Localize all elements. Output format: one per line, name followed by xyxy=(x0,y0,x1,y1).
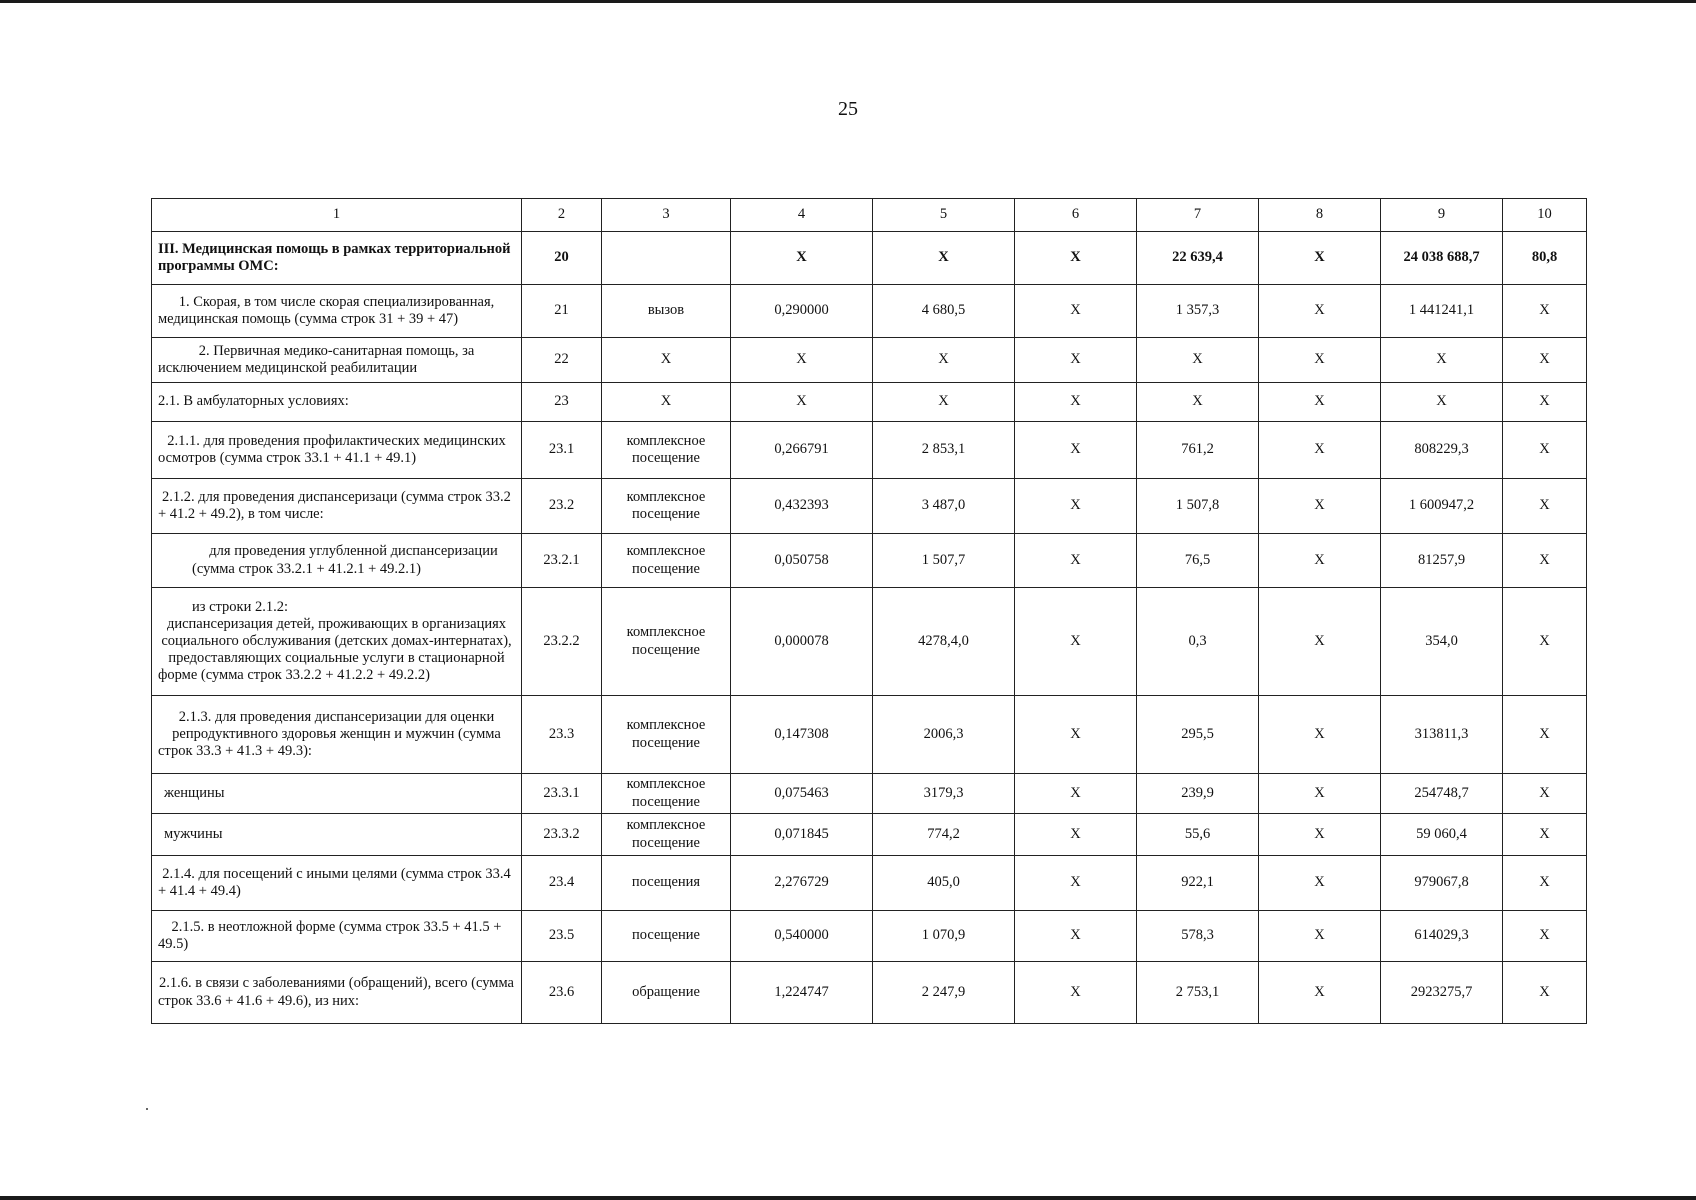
row-cell: 922,1 xyxy=(1137,856,1259,911)
row-unit: посещение xyxy=(602,911,731,962)
row-cell: 2,276729 xyxy=(731,856,873,911)
row-cell: 979067,8 xyxy=(1381,856,1503,911)
page-number: 25 xyxy=(838,98,858,120)
row-name: 2. Первичная медико-санитарная помощь, за исключением медицинской реабилитации xyxy=(152,338,522,383)
row-cell: 614029,3 xyxy=(1381,911,1503,962)
row-cell: 0,540000 xyxy=(731,911,873,962)
row-cell: X xyxy=(1259,814,1381,856)
row-cell: 0,000078 xyxy=(731,588,873,696)
row-cell: X xyxy=(1015,338,1137,383)
row-cell: 0,432393 xyxy=(731,479,873,534)
row-cell: X xyxy=(1503,814,1587,856)
row-cell: X xyxy=(1259,422,1381,479)
row-cell: X xyxy=(1503,588,1587,696)
row-cell: 2 853,1 xyxy=(873,422,1015,479)
row-unit: комплексное посещение xyxy=(602,422,731,479)
header-cell: 3 xyxy=(602,199,731,232)
row-cell: X xyxy=(873,383,1015,422)
row-cell: 1 441241,1 xyxy=(1381,285,1503,338)
row-cell: X xyxy=(1015,911,1137,962)
row-name: 2.1. В амбулаторных условиях: xyxy=(152,383,522,422)
row-unit: X xyxy=(602,383,731,422)
table-row xyxy=(152,338,1587,383)
row-cell: X xyxy=(731,338,873,383)
row-name: 1. Скорая, в том числе скорая специализированная, медицинская помощь (сумма строк 31 + 39 + 47) xyxy=(152,285,522,338)
header-cell: 10 xyxy=(1503,199,1587,232)
row-cell: X xyxy=(1015,285,1137,338)
header-cell: 1 xyxy=(152,199,522,232)
row-unit: комплексное посещение xyxy=(602,696,731,774)
row-cell: X xyxy=(1015,479,1137,534)
row-cell: 76,5 xyxy=(1137,534,1259,588)
row-cell: X xyxy=(1503,696,1587,774)
row-unit: обращение xyxy=(602,962,731,1024)
row-cell: 2006,3 xyxy=(873,696,1015,774)
row-cell: 3179,3 xyxy=(873,774,1015,814)
scan-top-border xyxy=(0,0,1696,3)
row-cell: 774,2 xyxy=(873,814,1015,856)
row-cell: X xyxy=(1503,911,1587,962)
table-row xyxy=(152,479,1587,534)
row-unit: комплексное посещение xyxy=(602,479,731,534)
row-code: 23.3 xyxy=(522,696,602,774)
row-code: 20 xyxy=(522,232,602,285)
row-cell: X xyxy=(1015,814,1137,856)
row-cell: 405,0 xyxy=(873,856,1015,911)
data-table xyxy=(151,198,1587,1024)
row-cell: X xyxy=(1503,534,1587,588)
row-cell: X xyxy=(1503,285,1587,338)
row-cell: X xyxy=(1503,856,1587,911)
row-cell: X xyxy=(1015,696,1137,774)
row-cell: 4 680,5 xyxy=(873,285,1015,338)
row-cell: 59 060,4 xyxy=(1381,814,1503,856)
row-cell: 808229,3 xyxy=(1381,422,1503,479)
row-name: 2.1.3. для проведения диспансеризации для оценки репродуктивного здоровья женщин и мужчин (сумма строк 33.3 + 41.3 + 49.3): xyxy=(152,696,522,774)
table-row xyxy=(152,232,1587,285)
row-cell: X xyxy=(1137,383,1259,422)
row-cell: X xyxy=(1015,962,1137,1024)
row-unit xyxy=(602,232,731,285)
row-cell: 1 507,8 xyxy=(1137,479,1259,534)
row-code: 22 xyxy=(522,338,602,383)
row-cell: 1 357,3 xyxy=(1137,285,1259,338)
row-name-prefix: из строки 2.1.2: xyxy=(192,598,289,615)
row-unit: посещения xyxy=(602,856,731,911)
row-code: 23.3.2 xyxy=(522,814,602,856)
scan-speck xyxy=(146,1108,148,1110)
row-cell: X xyxy=(1503,383,1587,422)
row-unit: комплексное посещение xyxy=(602,774,731,814)
header-cell: 2 xyxy=(522,199,602,232)
row-cell: X xyxy=(1259,338,1381,383)
row-code: 23.2.2 xyxy=(522,588,602,696)
row-cell: 0,3 xyxy=(1137,588,1259,696)
row-cell: 2 753,1 xyxy=(1137,962,1259,1024)
row-cell: 1 070,9 xyxy=(873,911,1015,962)
row-cell: X xyxy=(1503,422,1587,479)
header-cell: 5 xyxy=(873,199,1015,232)
table-row xyxy=(152,422,1587,479)
row-code: 23.3.1 xyxy=(522,774,602,814)
row-cell: 254748,7 xyxy=(1381,774,1503,814)
row-name: 2.1.2. для проведения диспансеризаци (сумма строк 33.2 + 41.2 + 49.2), в том числе: xyxy=(152,479,522,534)
table-row xyxy=(152,285,1587,338)
row-cell: 2 247,9 xyxy=(873,962,1015,1024)
row-cell: X xyxy=(1259,534,1381,588)
table-row xyxy=(152,383,1587,422)
row-cell: X xyxy=(1259,383,1381,422)
row-cell: 313811,3 xyxy=(1381,696,1503,774)
row-cell: X xyxy=(1015,774,1137,814)
row-cell: X xyxy=(1015,383,1137,422)
table-row xyxy=(152,774,1587,814)
row-cell: 80,8 xyxy=(1503,232,1587,285)
row-cell: 3 487,0 xyxy=(873,479,1015,534)
row-cell: X xyxy=(1259,285,1381,338)
row-cell: 22 639,4 xyxy=(1137,232,1259,285)
row-cell: 295,5 xyxy=(1137,696,1259,774)
row-cell: X xyxy=(1259,588,1381,696)
row-cell: 578,3 xyxy=(1137,911,1259,962)
row-cell: 0,290000 xyxy=(731,285,873,338)
row-code: 23 xyxy=(522,383,602,422)
row-cell: 239,9 xyxy=(1137,774,1259,814)
row-cell: 55,6 xyxy=(1137,814,1259,856)
row-cell: X xyxy=(873,232,1015,285)
row-code: 21 xyxy=(522,285,602,338)
row-cell: X xyxy=(1259,911,1381,962)
row-code: 23.2.1 xyxy=(522,534,602,588)
row-name: для проведения углубленной диспансеризации (сумма строк 33.2.1 + 41.2.1 + 49.2.1) xyxy=(152,534,522,588)
row-cell: 1 507,7 xyxy=(873,534,1015,588)
table-row xyxy=(152,962,1587,1024)
row-code: 23.5 xyxy=(522,911,602,962)
table-row xyxy=(152,856,1587,911)
header-cell: 4 xyxy=(731,199,873,232)
row-cell: 81257,9 xyxy=(1381,534,1503,588)
row-cell: 1 600947,2 xyxy=(1381,479,1503,534)
row-name: 2.1.6. в связи с заболеваниями (обращений), всего (сумма строк 33.6 + 41.6 + 49.6), из них: xyxy=(152,962,522,1024)
row-cell: X xyxy=(1503,338,1587,383)
row-cell: X xyxy=(1015,232,1137,285)
row-cell: 2923275,7 xyxy=(1381,962,1503,1024)
row-unit: комплексное посещение xyxy=(602,534,731,588)
row-cell: X xyxy=(1503,774,1587,814)
row-cell: X xyxy=(1259,232,1381,285)
row-cell: X xyxy=(1015,534,1137,588)
row-code: 23.6 xyxy=(522,962,602,1024)
row-cell: X xyxy=(1137,338,1259,383)
row-name: мужчины xyxy=(152,814,522,856)
table-row xyxy=(152,814,1587,856)
row-cell: X xyxy=(731,383,873,422)
row-cell: X xyxy=(1015,422,1137,479)
row-cell: 761,2 xyxy=(1137,422,1259,479)
row-cell: 0,075463 xyxy=(731,774,873,814)
row-cell: 4278,4,0 xyxy=(873,588,1015,696)
row-cell: X xyxy=(1259,696,1381,774)
row-cell: X xyxy=(1381,383,1503,422)
row-code: 23.2 xyxy=(522,479,602,534)
row-name: 2.1.4. для посещений с иными целями (сумма строк 33.4 + 41.4 + 49.4) xyxy=(152,856,522,911)
scan-bottom-border xyxy=(0,1196,1696,1200)
table-row xyxy=(152,534,1587,588)
row-cell: X xyxy=(1503,479,1587,534)
row-cell: X xyxy=(1259,479,1381,534)
row-name: 2.1.1. для проведения профилактических медицинских осмотров (сумма строк 33.1 + 41.1 + 49.1) xyxy=(152,422,522,479)
row-name: 2.1.5. в неотложной форме (сумма строк 33.5 + 41.5 + 49.5) xyxy=(152,911,522,962)
row-cell: 0,071845 xyxy=(731,814,873,856)
header-cell: 7 xyxy=(1137,199,1259,232)
row-name: III. Медицинская помощь в рамках территориальной программы ОМС: xyxy=(152,232,522,285)
table-row xyxy=(152,588,1587,696)
row-unit: комплексное посещение xyxy=(602,814,731,856)
table-row xyxy=(152,696,1587,774)
row-name: диспансеризация детей, проживающих в организациях социального обслуживания (детских домах-интернатах), предоставляющих социальные услуги в стационарной форме (сумма строк 33.2.2 + 41.2.2 + 49.2.2) xyxy=(158,615,512,684)
row-name: женщины xyxy=(152,774,522,814)
row-cell: 0,147308 xyxy=(731,696,873,774)
row-cell: X xyxy=(1015,856,1137,911)
row-cell: X xyxy=(1503,962,1587,1024)
row-cell: 0,266791 xyxy=(731,422,873,479)
row-cell: 0,050758 xyxy=(731,534,873,588)
header-cell: 8 xyxy=(1259,199,1381,232)
row-unit: комплексное посещение xyxy=(602,588,731,696)
row-cell: 24 038 688,7 xyxy=(1381,232,1503,285)
row-name-cell xyxy=(152,588,522,696)
header-cell: 6 xyxy=(1015,199,1137,232)
row-unit: X xyxy=(602,338,731,383)
row-cell: 354,0 xyxy=(1381,588,1503,696)
row-cell: X xyxy=(1381,338,1503,383)
row-cell: X xyxy=(873,338,1015,383)
row-cell: X xyxy=(731,232,873,285)
row-cell: X xyxy=(1259,774,1381,814)
row-code: 23.4 xyxy=(522,856,602,911)
row-unit: вызов xyxy=(602,285,731,338)
row-cell: 1,224747 xyxy=(731,962,873,1024)
header-cell: 9 xyxy=(1381,199,1503,232)
row-cell: X xyxy=(1259,962,1381,1024)
row-cell: X xyxy=(1259,856,1381,911)
header-row xyxy=(152,199,1587,232)
row-code: 23.1 xyxy=(522,422,602,479)
row-cell: X xyxy=(1015,588,1137,696)
table-row xyxy=(152,911,1587,962)
